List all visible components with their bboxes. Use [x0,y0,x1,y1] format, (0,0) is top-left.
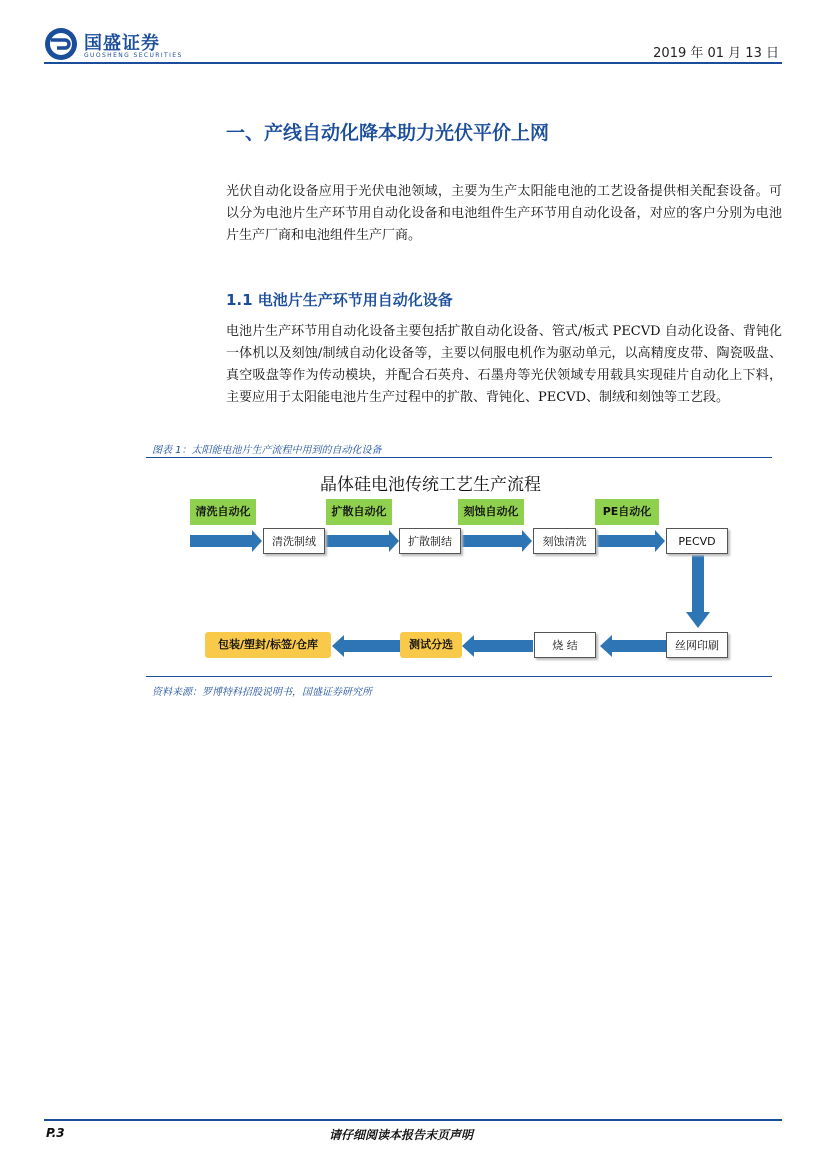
arrow-down [686,555,710,628]
arrow-right-2 [324,530,399,552]
step-screen-printing: 丝网印刷 [666,632,728,658]
arrow-left-2 [462,635,533,657]
step-sintering: 烧 结 [534,632,596,658]
subsection-title: 1.1 电池片生产环节用自动化设备 [226,291,453,309]
arrow-left-3 [332,635,400,657]
logo-subtitle: GUOSHENG SECURITIES [84,52,183,59]
automation-label-etching: 刻蚀自动化 [458,499,524,525]
figure-source: 资料来源：罗博特科招股说明书，国盛证券研究所 [152,687,372,698]
header-divider [44,62,782,64]
report-date: 2019 年 01 月 13 日 [653,46,779,61]
logo-mark-icon [44,27,78,61]
step-texturing: 清洗制绒 [263,528,325,554]
figure-bottom-divider [146,676,772,677]
figure-top-divider [146,457,772,458]
body-paragraph: 电池片生产环节用自动化设备主要包括扩散自动化设备、管式/板式 PECVD 自动化设备、背钝化一体机以及刻蚀/制绒自动化设备等，主要以伺服电机作为驱动单元，以高精度皮带、陶瓷吸盘、真空吸盘等作为传动模块，并配合石英舟、石墨舟等光伏领域专用载具实现硅片自动化上下料，主要应用于太阳能电池片生产过程中的扩散、背钝化、PECVD、制绒和刻蚀等工艺段。 [226,324,782,405]
arrow-left-1 [600,635,666,657]
step-testing-sorting: 测试分选 [400,632,462,658]
automation-label-cleaning: 清洗自动化 [190,499,256,525]
arrow-right-3 [461,530,532,552]
flow-chart-title: 晶体硅电池传统工艺生产流程 [320,475,541,495]
arrow-right-4 [597,530,665,552]
footer-disclaimer: 请仔细阅读本报告末页声明 [329,1128,474,1142]
arrow-right-1 [190,530,262,552]
section-title: 一、产线自动化降本助力光伏平价上网 [226,122,550,144]
step-etch-clean: 刻蚀清洗 [533,528,596,554]
step-diffusion: 扩散制结 [399,528,461,554]
logo-name: 国盛证券 [84,33,160,54]
step-packaging: 包装/塑封/标签/仓库 [205,632,331,658]
company-logo [44,25,184,63]
figure-caption: 图表 1：太阳能电池片生产流程中用到的自动化设备 [152,445,382,456]
page-number: P.3 [46,1126,65,1140]
footer-divider [44,1119,782,1121]
automation-label-pe: PE自动化 [595,499,659,525]
step-pecvd: PECVD [666,528,728,554]
intro-paragraph: 光伏自动化设备应用于光伏电池领域，主要为生产太阳能电池的工艺设备提供相关配套设备。可以分为电池片生产环节用自动化设备和电池组件生产环节用自动化设备，对应的客户分别为电池片生产厂商和电池组件生产厂商。 [226,184,782,243]
automation-label-diffusion: 扩散自动化 [326,499,392,525]
